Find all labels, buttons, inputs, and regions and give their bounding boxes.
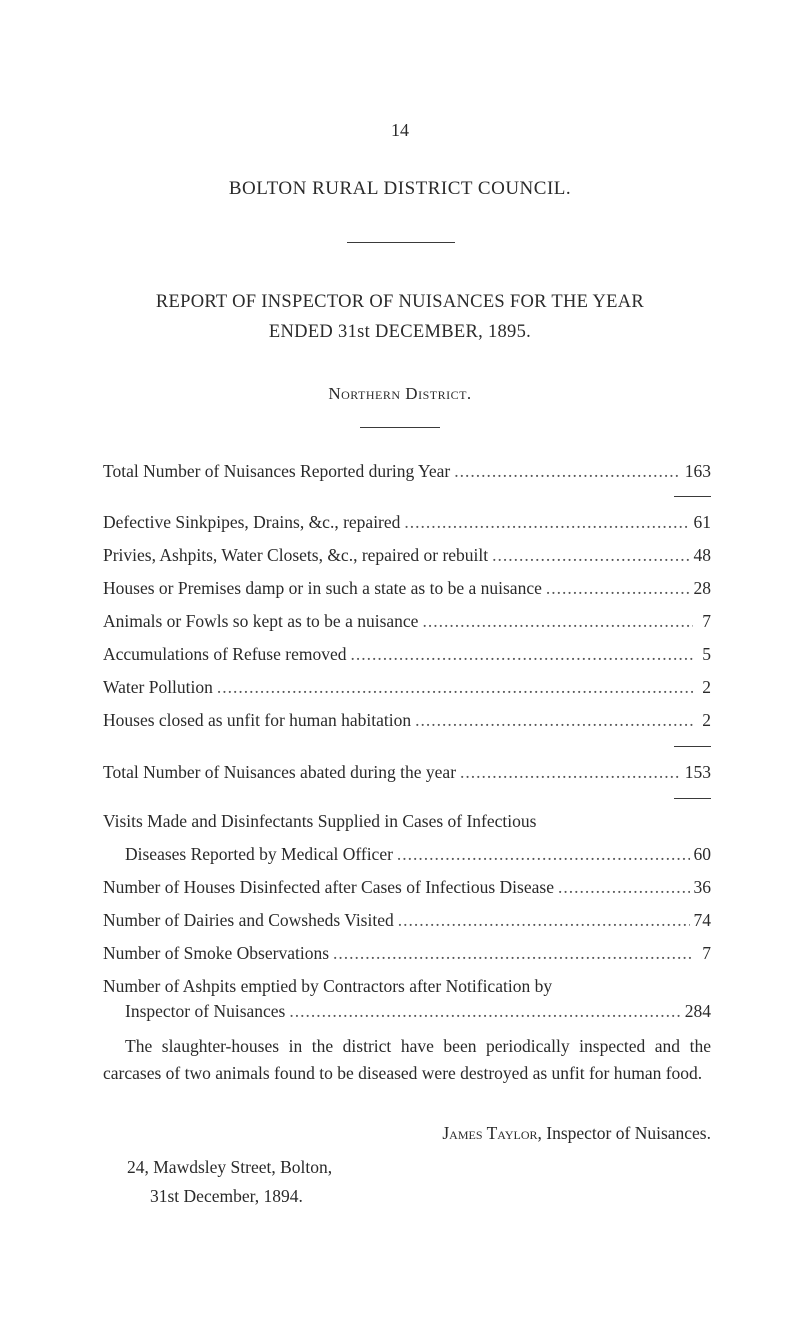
nuisance-row (103, 677, 711, 698)
row-label: Accumulations of Refuse removed (103, 644, 347, 664)
row-label: Total Number of Nuisances abated during the year (103, 762, 457, 782)
sum-rule (674, 746, 711, 747)
nuisance-row (103, 644, 711, 665)
row-label: Houses or Premises damp or in such a state as to be a nuisance (103, 578, 542, 598)
visits-line-1: Visits Made and Disinfectants Supplied in Cases of Infectious (103, 811, 537, 831)
sum-rule (674, 798, 711, 799)
row-label: Animals or Fowls so kept as to be a nuisance (103, 611, 419, 631)
total-abated-row (103, 762, 711, 783)
total-reported-row (103, 461, 711, 482)
slaughter-house-paragraph: The slaughter-houses in the district have been periodically inspected and the carcases of two animals found to be diseased were destroyed as unfit for human food. (103, 1036, 711, 1083)
row-value: 5 (702, 644, 711, 664)
council-heading: BOLTON RURAL DISTRICT COUNCIL. (228, 178, 572, 199)
divider-rule (347, 242, 455, 243)
row-label: Number of Dairies and Cowsheds Visited (103, 910, 394, 930)
signature-title: , Inspector of Nuisances. (537, 1123, 711, 1143)
signature-name: James Taylor (442, 1123, 538, 1143)
report-title-line-2: ENDED 31st DECEMBER, 1895. (268, 322, 532, 342)
row-value: 7 (702, 943, 711, 963)
row-label: Number of Houses Disinfected after Cases of Infectious Disease (103, 877, 554, 897)
row-value: 61 (693, 512, 711, 532)
row-value: 284 (684, 1001, 711, 1021)
statistic-row (103, 943, 711, 964)
row-label: Water Pollution (103, 677, 213, 697)
statistic-row (103, 910, 711, 931)
row-value: 2 (702, 710, 711, 730)
row-value: 48 (693, 545, 711, 565)
nuisance-row (103, 710, 711, 731)
page-number: 14 (391, 120, 409, 140)
row-label: Diseases Reported by Medical Officer (125, 844, 393, 864)
row-value: 60 (693, 844, 711, 864)
ashpits-row (125, 1001, 711, 1022)
row-value: 163 (684, 461, 711, 481)
nuisance-row (103, 578, 711, 599)
district-heading: Northern District. (328, 384, 472, 403)
row-value: 28 (693, 578, 711, 598)
statistic-row (103, 877, 711, 898)
address-line-1: 24, Mawdsley Street, Bolton, (127, 1157, 333, 1177)
signature (0, 1123, 711, 1144)
divider-rule (360, 427, 440, 428)
row-value: 36 (693, 877, 711, 897)
row-value: 153 (684, 762, 711, 782)
row-label: Defective Sinkpipes, Drains, &c., repaired (103, 512, 401, 532)
sum-rule (674, 496, 711, 497)
row-label: Houses closed as unfit for human habitation (103, 710, 412, 730)
row-value: 74 (693, 910, 711, 930)
row-label: Privies, Ashpits, Water Closets, &c., repaired or rebuilt (103, 545, 489, 565)
row-label: Number of Smoke Observations (103, 943, 330, 963)
row-label: Total Number of Nuisances Reported during Year (103, 461, 451, 481)
ashpits-line-1: Number of Ashpits emptied by Contractors after Notification by (103, 976, 553, 996)
nuisance-row (103, 545, 711, 566)
nuisance-row (103, 512, 711, 533)
row-label: Inspector of Nuisances (125, 1001, 286, 1021)
row-value: 2 (702, 677, 711, 697)
nuisance-row (103, 611, 711, 632)
address-line-2: 31st December, 1894. (150, 1186, 303, 1206)
report-title (0, 287, 800, 347)
visits-row (125, 844, 711, 865)
report-title-line-1: REPORT OF INSPECTOR OF NUISANCES FOR THE YEAR (155, 292, 645, 312)
row-value: 7 (702, 611, 711, 631)
